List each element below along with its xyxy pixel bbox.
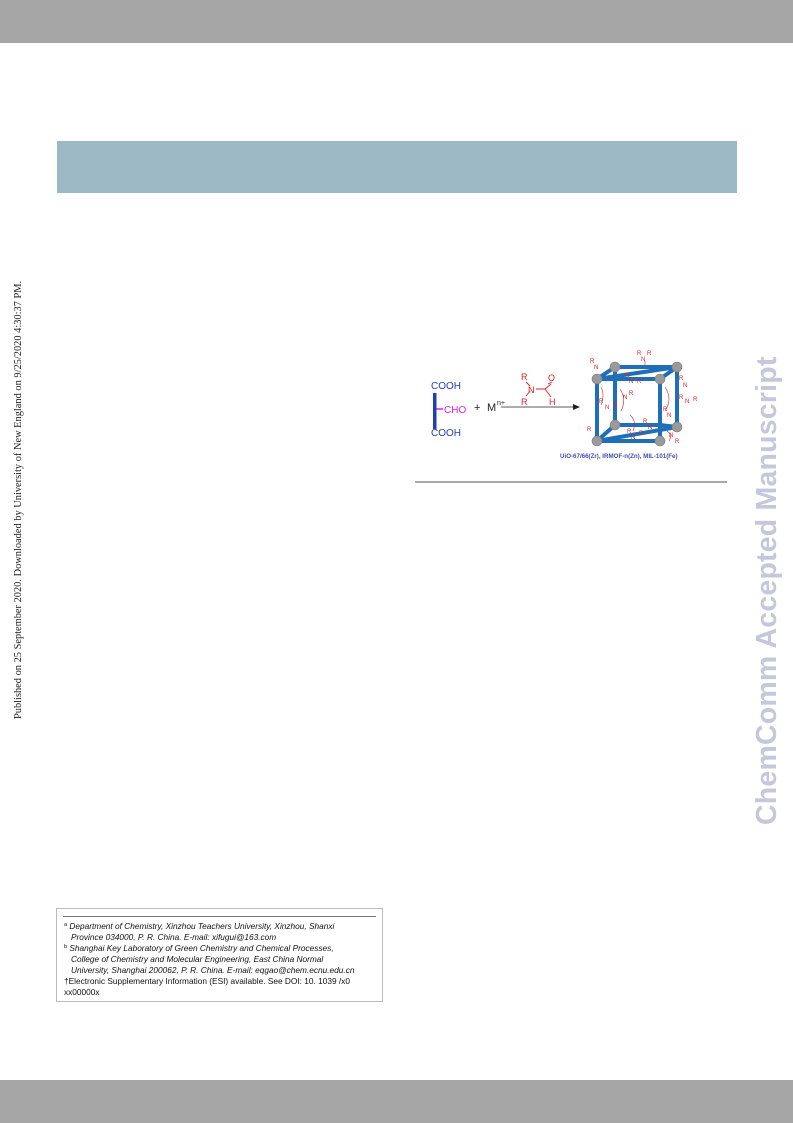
svg-text:R: R (679, 376, 684, 382)
page-header-bar (0, 0, 793, 43)
page-footer-bar (0, 1080, 793, 1123)
cooh-bottom-label: COOH (431, 428, 461, 439)
amide-o: O (548, 373, 556, 383)
amide-r-top: R (521, 372, 528, 382)
svg-text:R: R (627, 429, 632, 435)
footnote-a-line1 (64, 921, 334, 932)
scheme-divider (415, 481, 727, 483)
footnote-b-marker: b (64, 944, 68, 950)
svg-text:N: N (648, 425, 653, 431)
svg-text:N: N (594, 365, 599, 371)
svg-text:R: R (675, 439, 680, 445)
download-notice-text: Published on 25 September 2020. Downloaded by University of New England on 9/25/2020 4:30:37 PM. (13, 280, 24, 719)
amide-h: H (549, 397, 556, 407)
footnote-rule (63, 916, 376, 917)
footnote-b-line2 (71, 954, 323, 965)
svg-text:R: R (599, 399, 604, 405)
svg-text:R: R (647, 351, 652, 357)
esi-note-line1: †Electronic Supplementary Information (ESI) available. See DOI: 10. 1039 /x0 (64, 976, 350, 986)
amide-n: N (528, 385, 535, 395)
svg-text:R: R (637, 351, 642, 357)
footnote-b-text3: University, Shanghai 200062, P. R. China. E-mail: eqgao@chem.ecnu.edu.cn (71, 965, 355, 975)
footnote-a-marker: a (64, 922, 68, 928)
footnote-b-text1: Shanghai Key Laboratory of Green Chemistry and Chemical Processes, (69, 943, 334, 953)
svg-text:R: R (587, 427, 592, 433)
cooh-top-label: COOH (431, 381, 461, 392)
svg-text:R: R (663, 407, 668, 413)
svg-text:N: N (623, 395, 628, 401)
svg-text:N: N (669, 433, 674, 439)
svg-text:N: N (667, 413, 672, 419)
svg-text:N: N (685, 399, 690, 405)
reaction-arrow-head (573, 404, 580, 410)
watermark-text: ChemComm Accepted Manuscript (751, 356, 783, 825)
article-title-band (57, 141, 737, 193)
graphical-abstract-scheme (415, 351, 727, 465)
metal-ion-label: M (487, 402, 497, 414)
svg-text:N: N (605, 405, 610, 411)
svg-text:R: R (625, 373, 630, 379)
footnote-a-line2 (71, 932, 276, 943)
footnote-b-line1 (64, 943, 334, 954)
reaction-scheme-svg (415, 351, 727, 465)
amide-structure (521, 372, 556, 407)
amide-r-bottom: R (521, 397, 528, 407)
metal-charge-label: n+ (497, 400, 505, 407)
svg-text:R: R (590, 359, 595, 365)
linker-backbone (433, 393, 437, 429)
plus-sign: + (474, 402, 481, 414)
svg-text:N: N (631, 435, 636, 441)
svg-text:N: N (683, 383, 688, 389)
download-notice (14, 268, 24, 728)
affiliation-footnotes (56, 908, 383, 1002)
esi-note-line2: xx00000x (64, 987, 100, 997)
svg-text:R: R (639, 431, 644, 437)
footnote-b-line3 (71, 965, 354, 976)
svg-text:R: R (637, 379, 642, 385)
footnote-a-text1: Department of Chemistry, Xinzhou Teachers University, Xinzhou, Shanxi (69, 921, 335, 931)
svg-text:R: R (679, 395, 684, 401)
footnote-b-text2: College of Chemistry and Molecular Engineering, East China Normal (71, 954, 324, 964)
svg-text:R: R (643, 419, 648, 425)
cho-label: CHO (444, 405, 467, 416)
svg-text:N: N (629, 379, 634, 385)
accepted-manuscript-watermark (748, 298, 782, 828)
svg-text:R: R (693, 397, 698, 403)
svg-text:R: R (629, 391, 634, 397)
footnote-a-text2: Province 034000, P. R. China. E-mail: xifugui@163.com (71, 932, 277, 942)
svg-text:R: R (613, 403, 618, 409)
mof-caption: UiO-67/66(Zr), IRMOF-n(Zn), MIL-101(Fe) (560, 453, 678, 460)
mof-cube (587, 351, 698, 446)
svg-text:N: N (641, 357, 646, 363)
